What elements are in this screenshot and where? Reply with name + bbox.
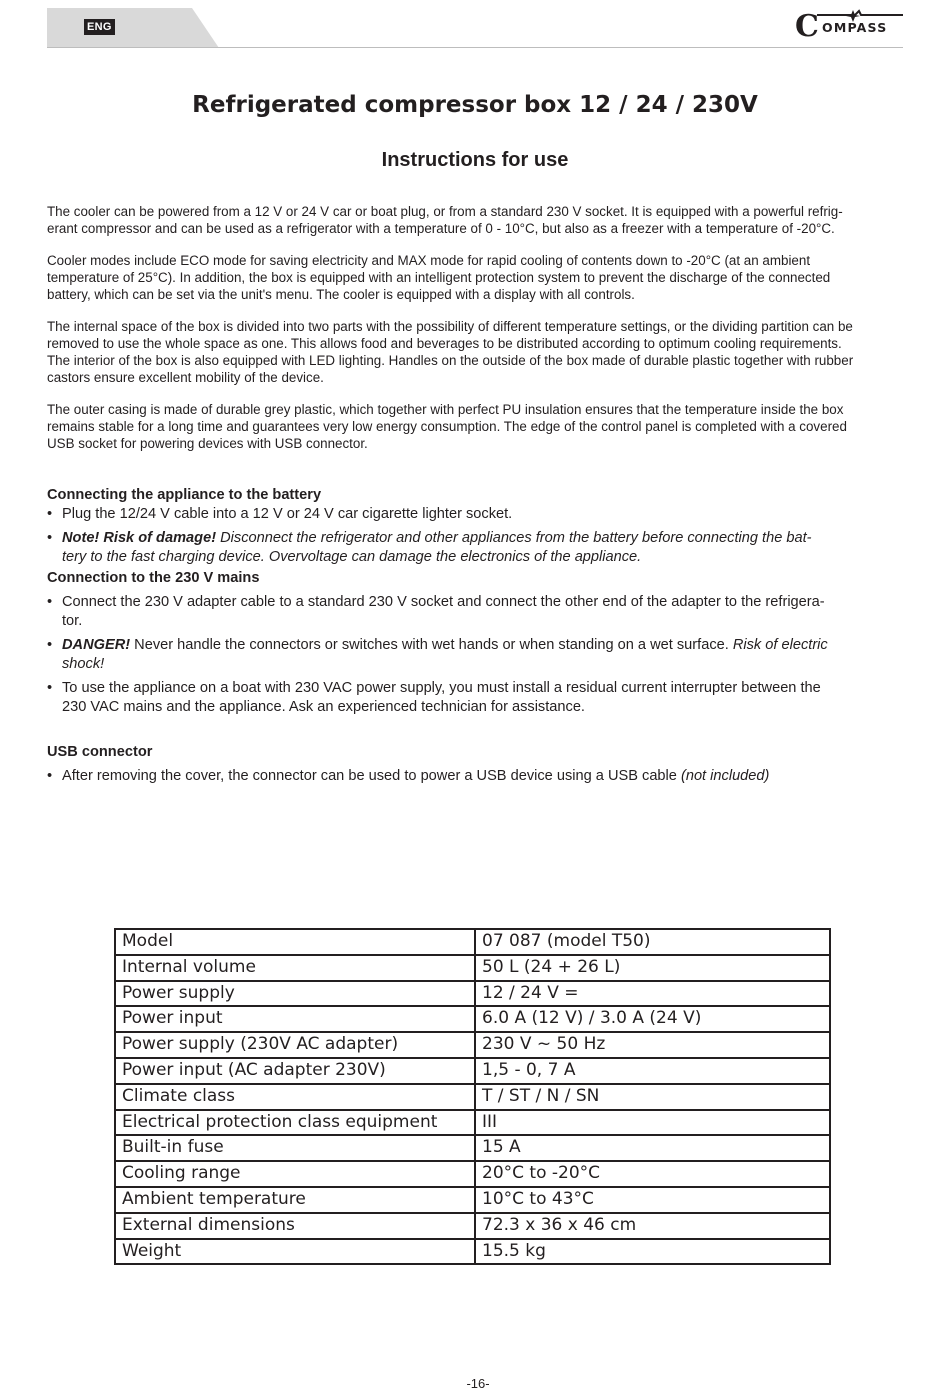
table-row	[115, 1161, 830, 1187]
table-row	[115, 1135, 830, 1161]
spec-label: Built-in fuse	[115, 1135, 475, 1161]
list-item: • Note! Risk of damage! Disconnect the refrigerator and other appliances from the battery before connecting the bat- tery to the fast charging device. Overvoltage can damage the electronics of the appliance.	[47, 529, 903, 568]
spec-value: 6.0 A (12 V) / 3.0 A (24 V)	[475, 1006, 830, 1032]
battery-list	[47, 505, 903, 568]
spec-value: 10°C to 43°C	[475, 1187, 830, 1213]
spec-value: 20°C to -20°C	[475, 1161, 830, 1187]
table-row	[115, 1110, 830, 1136]
spec-value: 07 087 (model T50)	[475, 929, 830, 955]
list-item: • Connect the 230 V adapter cable to a standard 230 V socket and connect the other end of the adapter to the refrigera- tor.	[47, 593, 903, 632]
mains-list	[47, 593, 903, 718]
list-item: • After removing the cover, the connector can be used to power a USB device using a USB cable (not included)	[47, 767, 903, 787]
spec-value: 50 L (24 + 26 L)	[475, 955, 830, 981]
table-row	[115, 1213, 830, 1239]
table-row	[115, 1032, 830, 1058]
spec-value: 15.5 kg	[475, 1239, 830, 1265]
spec-label: Model	[115, 929, 475, 955]
spec-value: 15 A	[475, 1135, 830, 1161]
spec-label: Electrical protection class equipment	[115, 1110, 475, 1136]
instruction-sections	[47, 486, 903, 790]
language-badge: ENG	[84, 19, 115, 35]
table-row	[115, 955, 830, 981]
list-item: • Plug the 12/24 V cable into a 12 V or 24 V car cigarette lighter socket.	[47, 505, 903, 525]
spec-label: Power input (AC adapter 230V)	[115, 1058, 475, 1084]
table-row	[115, 981, 830, 1007]
page-title: Refrigerated compressor box 12 / 24 / 230V	[192, 92, 758, 118]
spec-label: Power input	[115, 1006, 475, 1032]
spec-label: Power supply	[115, 981, 475, 1007]
spec-label: Weight	[115, 1239, 475, 1265]
table-row	[115, 1084, 830, 1110]
page-subtitle: Instructions for use	[381, 149, 569, 171]
spec-label: Ambient temperature	[115, 1187, 475, 1213]
intro-paragraph: The cooler can be powered from a 12 V or 24 V car or boat plug, or from a standard 230 V socket. It is equipped with a powerful refrig- erant compressor and can be used as a refrigerator with a temperature of 0 - 10°C, but also as a freezer with a temperature of -20°C.	[47, 204, 843, 236]
intro-paragraph: The outer casing is made of durable grey plastic, which together with perfect PU insulation ensures that the temperature inside the box remains stable for a long time and guarantees very low energy consumption. The edge of the control panel is completed with a covered USB socket for powering devices with USB connector.	[47, 402, 847, 451]
mains-section-title: Connection to the 230 V mains	[47, 569, 260, 586]
list-item: • DANGER! Never handle the connectors or switches with wet hands or when standing on a wet surface. Risk of electric shock!	[47, 636, 903, 675]
spec-label: Power supply (230V AC adapter)	[115, 1032, 475, 1058]
logo-swoosh	[817, 11, 903, 15]
specifications-table	[114, 928, 831, 1265]
table-row	[115, 1239, 830, 1265]
intro-paragraph: Cooler modes include ECO mode for saving electricity and MAX mode for rapid cooling of contents down to -20°C (at an ambient temperature of 25°C). In addition, the box is equipped with an intelligent protection system to prevent the discharge of the connected battery, which can be set via the unit's menu. The cooler is equipped with a display with all controls.	[47, 253, 831, 302]
spec-value: 12 / 24 V =	[475, 981, 830, 1007]
spec-label: Cooling range	[115, 1161, 475, 1187]
table-row	[115, 929, 830, 955]
spec-label: External dimensions	[115, 1213, 475, 1239]
usb-list	[47, 767, 903, 787]
spec-value: 72.3 x 36 x 46 cm	[475, 1213, 830, 1239]
spec-label: Internal volume	[115, 955, 475, 981]
usb-section-title: USB connector	[47, 743, 153, 760]
battery-section-title: Connecting the appliance to the battery	[47, 487, 322, 503]
table-row	[115, 1187, 830, 1213]
logo-text: OMPASS	[822, 20, 888, 35]
header-tab	[47, 8, 219, 48]
table-row	[115, 1058, 830, 1084]
spec-value: T / ST / N / SN	[475, 1084, 830, 1110]
logo-initial: C	[795, 9, 819, 42]
spec-value: 1,5 - 0, 7 A	[475, 1058, 830, 1084]
spec-label: Climate class	[115, 1084, 475, 1110]
list-item: • To use the appliance on a boat with 230 VAC power supply, you must install a residual current interrupter between the 230 VAC mains and the appliance. Ask an experienced technician for assistance.	[47, 679, 903, 718]
page-number: -16-	[466, 1376, 490, 1391]
spec-value: 230 V ~ 50 Hz	[475, 1032, 830, 1058]
intro-text	[47, 203, 903, 467]
spec-value: III	[475, 1110, 830, 1136]
header-divider	[47, 47, 903, 48]
table-row	[115, 1006, 830, 1032]
intro-paragraph: The internal space of the box is divided into two parts with the possibility of different temperature settings, or the dividing partition can be removed to use the whole space as one. This allows food and beverages to be distributed according to optimum cooling requirements. The interior of the box is also equipped with LED lighting. Handles on the outside of the box made of durable plastic together with rubber castors ensure excellent mobility of the device.	[47, 319, 854, 385]
